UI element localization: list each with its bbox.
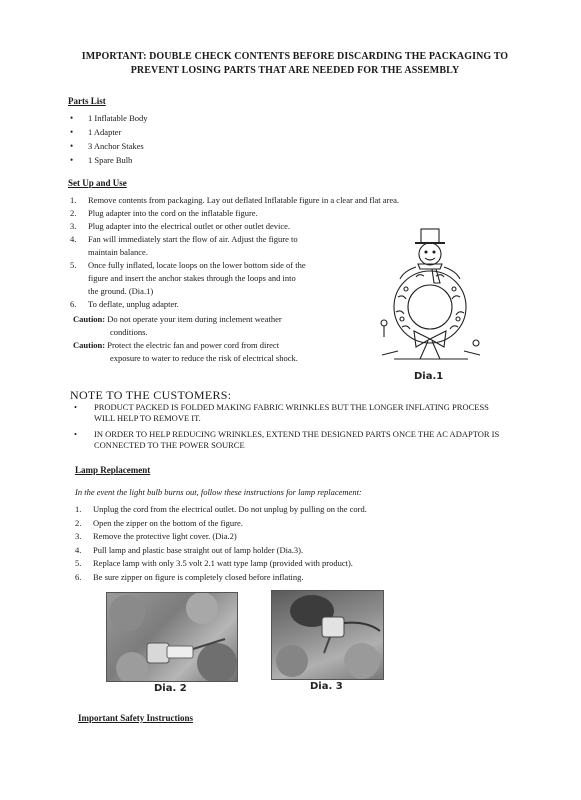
lamp-step: 2. Open the zipper on the bottom of the figure. xyxy=(75,517,243,528)
note-list xyxy=(72,402,502,456)
lamp-step: 5. Replace lamp with only 3.5 volt 2.1 watt type lamp (provided with product). xyxy=(75,558,353,568)
note-item: • PRODUCT PACKED IS FOLDED MAKING FABRIC WRINKLES BUT THE LONGER INFLATING PROCESS WILL HELP TO REMOVE IT. xyxy=(72,402,502,424)
lamp-step: 1. Unplug the cord from the electrical outlet. Do not unplug by pulling on the cord. xyxy=(75,504,367,514)
important-header xyxy=(60,50,530,78)
parts-list xyxy=(70,111,147,167)
list-item: • 3 Anchor Stakes xyxy=(70,139,147,153)
list-item: • 1 Spare Bulb xyxy=(70,153,147,167)
setup-title: Set Up and Use xyxy=(68,178,127,188)
note-item: • IN ORDER TO HELP REDUCING WRINKLES, EXTEND THE DESIGNED PARTS ONCE THE AC ADAPTOR IS CONNECTED TO THE POWER SOURCE xyxy=(72,429,502,451)
snowman-wreath-illustration xyxy=(376,227,486,367)
safety-title: Important Safety Instructions xyxy=(78,713,194,723)
lamp-holder-photo xyxy=(271,590,384,680)
header-line-1: IMPORTANT: DOUBLE CHECK CONTENTS BEFORE DISCARDING THE PACKAGING TO xyxy=(81,51,509,62)
dia1-caption: Dia.1 xyxy=(414,371,444,382)
lamp-step: 6. Be sure zipper on figure is completely closed before inflating. xyxy=(75,571,304,582)
list-item: • 1 Inflatable Body xyxy=(70,111,147,125)
setup-step: 5. Once fully inflated, locate loops on the lower bottom side of the figure and insert the anchor stakes through the loops and into the ground. (Dia.1) xyxy=(70,260,306,296)
parts-list-title: Parts List xyxy=(68,96,106,106)
dia3-caption: Dia. 3 xyxy=(310,681,343,692)
setup-step: 1. Remove contents from packaging. Lay out deflated Inflatable figure in a clear and flat area. xyxy=(70,195,400,205)
caution-weather: Caution: Do not operate your item during inclement weather conditions. xyxy=(73,314,282,337)
caution-water: Caution: Protect the electric fan and power cord from direct exposure to water to reduce the risk of electrical shock. xyxy=(73,340,298,363)
dia2-caption: Dia. 2 xyxy=(154,683,187,694)
lamp-intro: In the event the light bulb burns out, follow these instructions for lamp replacement: xyxy=(75,487,362,497)
lamp-step: 3. Remove the protective light cover. (Dia.2) xyxy=(75,531,237,541)
lamp-cover-photo xyxy=(106,592,238,682)
list-item: • 1 Adapter xyxy=(70,125,147,139)
lamp-steps xyxy=(75,503,475,584)
note-title: NOTE TO THE CUSTOMERS: xyxy=(70,388,232,402)
setup-step: 6. To deflate, unplug adapter. xyxy=(70,299,179,309)
lamp-replacement-title: Lamp Replacement xyxy=(75,465,151,475)
setup-step: 2. Plug adapter into the cord on the inflatable figure. xyxy=(70,208,258,218)
header-line-2: PREVENT LOSING PARTS THAT ARE NEEDED FOR THE ASSEMBLY xyxy=(130,65,460,76)
lamp-step: 4. Pull lamp and plastic base straight out of lamp holder (Dia.3). xyxy=(75,544,304,555)
setup-step: 4. Fan will immediately start the flow of air. Adjust the figure to maintain balance. xyxy=(70,234,298,257)
setup-step: 3. Plug adapter into the electrical outlet or other outlet device. xyxy=(70,221,291,231)
